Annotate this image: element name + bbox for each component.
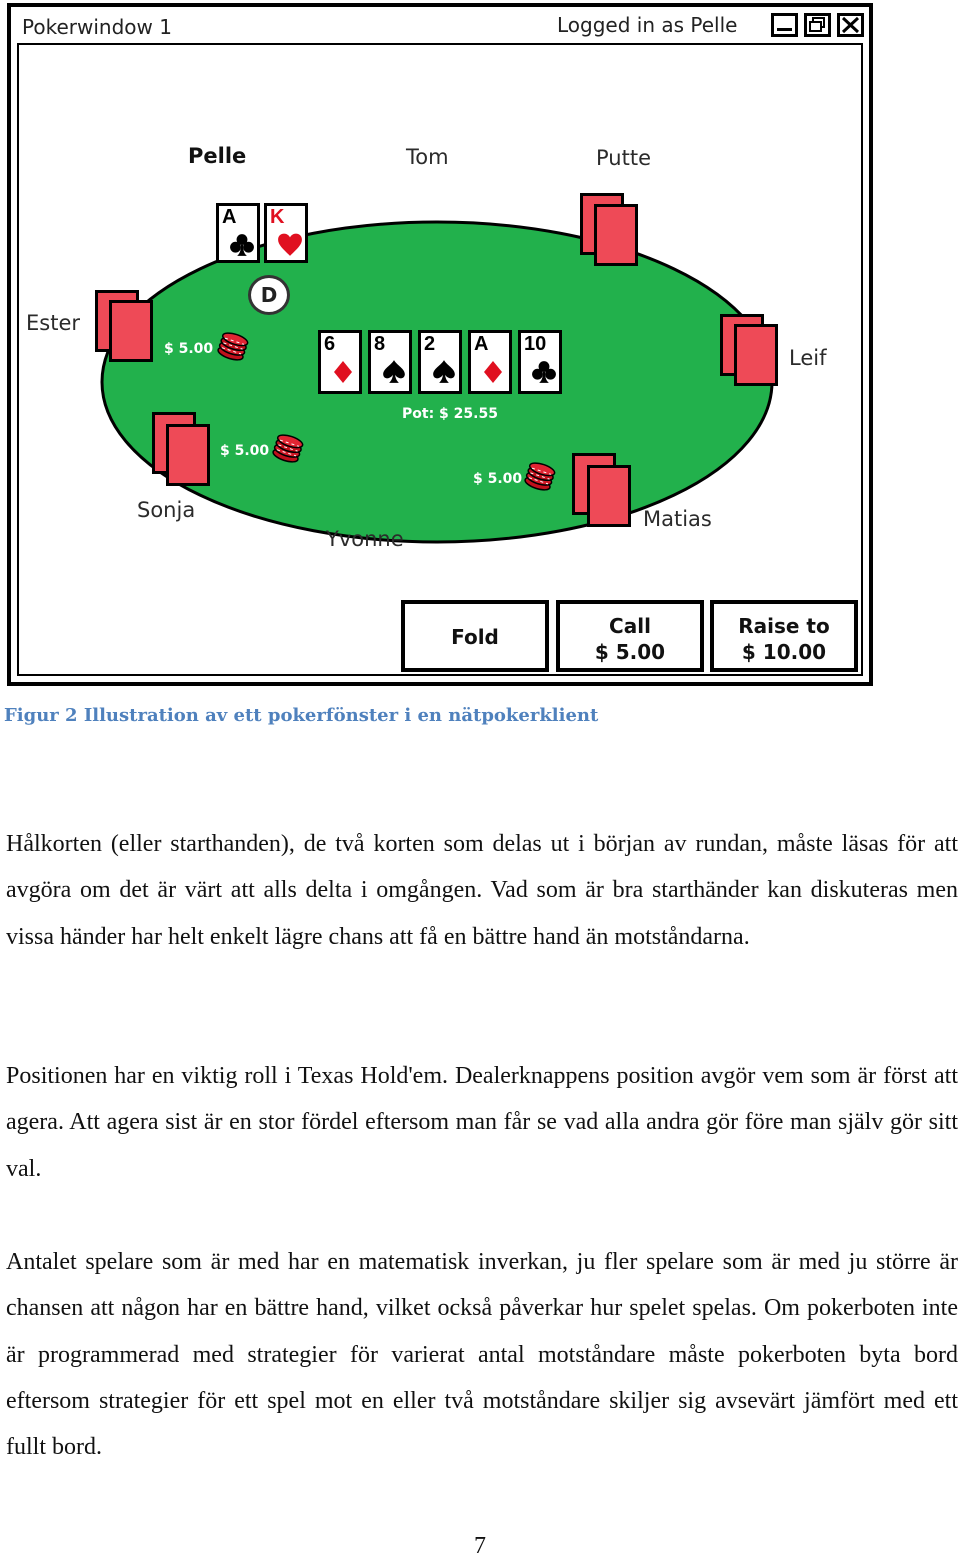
card-rank: A: [474, 333, 489, 355]
community-card: [318, 330, 362, 394]
player-name-sonja: Sonja: [137, 498, 196, 522]
page-number: 7: [474, 1533, 486, 1559]
card-rank: 8: [374, 333, 386, 355]
club-icon: [531, 359, 557, 385]
hole-card: [264, 203, 308, 263]
player-name-ester: Ester: [26, 311, 80, 335]
card-back: [109, 300, 153, 362]
card-rank: 2: [424, 333, 436, 355]
player-name-pelle: Pelle: [188, 144, 247, 168]
call-amount: $ 5.00: [594, 640, 666, 664]
bet-amount-matias: $ 5.00: [473, 471, 523, 487]
paragraph: Antalet spelare som är med har en matematisk inverkan, ju fler spelare som är med ju större är chansen att någon har en bättre hand, vilket också påverkar hur spelet spelas. Om pokerboten inte är programmerad med strategier för varierat antal motståndare måste pokerboten byta bord eftersom strategier för ett spel mot en eller två motståndare skiljer sig avsevärt jämfört med ett fullt bord.: [6, 1249, 958, 1461]
fold-button[interactable]: [401, 600, 549, 672]
call-button[interactable]: [556, 600, 704, 672]
figure-caption: Figur 2 Illustration av ett pokerfönster i en nätpokerklient: [4, 705, 599, 726]
card-rank: K: [270, 206, 285, 228]
player-name-putte: Putte: [596, 146, 651, 170]
raise-amount: $ 10.00: [741, 640, 827, 664]
bet-amount-sonja: $ 5.00: [220, 443, 270, 459]
paragraph: Hålkorten (eller starthanden), de två korten som delas ut i början av rundan, måste läsas för att avgöra om det är värt att alls delta i omgången. Vad som är bra starthänder kan diskuteras men vissa händer har helt enkelt lägre chans att få en bättre hand än motståndarna.: [6, 831, 958, 950]
diamond-icon: [481, 359, 505, 385]
raise-label: Raise to: [738, 614, 830, 638]
player-name-tom: Tom: [406, 145, 449, 169]
spade-icon: [431, 359, 457, 385]
card-back: [594, 204, 638, 266]
card-back: [166, 424, 210, 486]
pot-amount: Pot: $ 25.55: [402, 406, 498, 422]
hole-card: [216, 203, 260, 263]
card-rank: 6: [324, 333, 336, 355]
diamond-icon: [331, 359, 355, 385]
call-label: Call: [609, 614, 651, 638]
logged-in-status: Logged in as Pelle: [557, 13, 738, 37]
spade-icon: [381, 359, 407, 385]
raise-button[interactable]: [710, 600, 858, 672]
player-name-leif: Leif: [789, 346, 827, 370]
window-title: Pokerwindow 1: [22, 15, 172, 39]
card-rank: 10: [524, 333, 547, 355]
card-rank: A: [222, 206, 237, 228]
card-back: [587, 465, 631, 527]
player-name-matias: Matias: [643, 507, 712, 531]
bet-amount-ester: $ 5.00: [164, 341, 214, 357]
community-card: [518, 330, 562, 394]
club-icon: [229, 232, 255, 258]
community-card: [368, 330, 412, 394]
paragraph: Positionen har en viktig roll i Texas Hold'em. Dealerknappens position avgör vem som är först att agera. Att agera sist är en stor fördel eftersom man får se vad alla andra gör före man själv gör sitt val.: [6, 1063, 958, 1182]
player-name-yvonne: Yvonne: [326, 527, 404, 551]
heart-icon: [277, 232, 303, 258]
community-card: [468, 330, 512, 394]
dealer-button: D: [248, 275, 290, 315]
card-back: [734, 324, 778, 386]
fold-label: Fold: [451, 625, 499, 649]
community-card: [418, 330, 462, 394]
